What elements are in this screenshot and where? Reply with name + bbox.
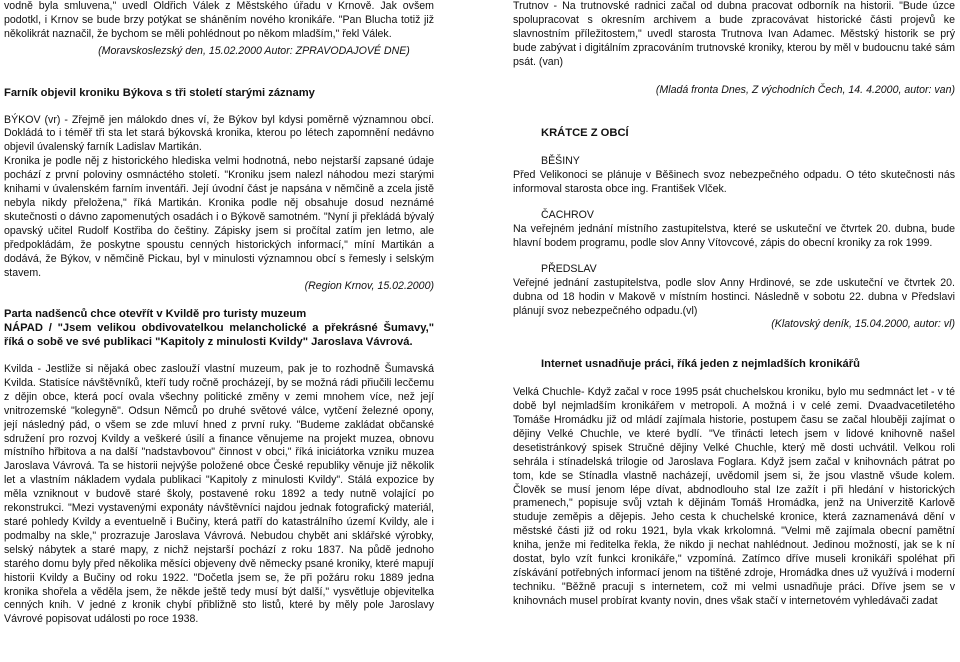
- article-2-lead: NÁPAD / "Jsem velikou obdivovatelkou melancholické a překrásné Šumavy," říká o sobě ve své publikaci "Kapitoly z minulosti Kvildy" Jaroslava Vávrová.: [4, 322, 434, 349]
- article-3-title: Internet usnadňuje práci, říká jeden z nejmladších kronikářů: [541, 358, 860, 371]
- trutnov-source: (Mladá fronta Dnes, Z východních Čech, 14. 4.2000, autor: van): [655, 83, 955, 96]
- intro-source: (Moravskoslezský den, 15.02.2000 Autor: ZPRAVODAJOVÉ DNE): [98, 44, 410, 57]
- article-2-body: Kvilda - Jestliže si nějaká obec zaslouží vlastní muzeum, pak je to rozhodně Šumavská Kvilda. Statisíce návštěvníků, kteří tudy ročně procházejí, by se možná rádi přiučili lecčemu z dějin obce, která pocí ovala všechny politické změny v zemi mnohem více, než její vnitrozemské "kolegyně". Odsun Němců po druhé světové válce, vytčení železné opony, její následný pád, o všem se zde mluví hned z první ruky. "Budeme zakládat občanské sdružení pro rozvoj Kvildy a veškeré úsilí a finance věnujeme na projekt muzea, obnovu místního hřbitova a na další "nadstavbovou" činnost v obci," říká iniciátorka vzniku muzea Jaroslava Vávrová. Ta se historii nejvýše položené obce České republiky věnuje již několik let a vlastním nákladem vydala publikaci "Kapitoly z minulosti Kvildy". Stálá expozice by měla vzniknout v budově staré školy, postavené roku 1892 a tedy nutně volající po rekonstrukci. "Mezi vystavenými exponáty návštěvníci najdou jednak fotografický materiál, staré pohledy Kvildy a eventuelně i Bučiny, která patří do katastrálního území Kvildy, ale i podmalby na skle," prozrazuje Jaroslava Vávrová. Nebudou chybět ani sklářské výrobky, selský nábytek a staré mapy, z nichž nejstarší pochází z roku 1837. Na půdě jednoho starého domu byly před několika měsíci objeveny dvě německy psané kroniky, které mapují historii Kvildy a Bučiny od roku 1922. "Dočetla jsem se, že při požáru roku 1889 jedna kronika shořela a věděla jsem, že někde ještě tedy musí být další," vysvětluje objevitelka cenných knih. V jedné z kronik chybí přibližně sto listů, které by měly pole Jaroslavy Vávrové popisovat události po roce 1938.: [4, 363, 434, 626]
- short-news-heading: KRÁTCE Z OBCÍ: [541, 127, 629, 140]
- short-news-title-cachrov: ČACHROV: [541, 209, 594, 222]
- short-news-body-predslav: Veřejné jednání zastupitelstva, podle slov Anny Hrdinové, se zde uskuteční ve čtvrtek 20. dubna od 18 hodin v Makově v místním hostinci. Následně v sobotu 22. dubna v Předslavi plánují svoz nebezpečného odpadu.(vl): [513, 276, 955, 317]
- article-1-paragraph-2: Kronika je podle něj z historického hlediska velmi hodnotná, nebo nejstarší zapsané údaje pochází z první poloviny osmnáctého století. "Kroniku jsem nalezl náhodou mezi starými knihami v úvalenském farním inventáři. Její úvodní část je napsána v němčině a zcela jistě nebyla nikdy přeložena," říká Martikán. Kronika podle něj obsahuje dosud neznámé skutečnosti o dávno zapomenutých osadách i o Býkově samotném. "Nyní ji překládá bývalý opavský učitel Rudolf Kostřiba do češtiny. Zápisky jsem si pročítal zatím jen letmo, ale předpokládám, že poskytne spoustu cenných historických informací," míní Martikán a dodává, že Býkov, v němčině Pickau, byl v minulosti významnou obcí s řemesly i selským stavem.: [4, 155, 434, 279]
- intro-paragraph: vodně byla smluvena," uvedl Oldřich Válek z Městského úřadu v Krnově. Jak ovšem podotkl, i Krnov se bude brzy potýkat se sháněním nového kronikáře. "Pan Blucha totiž již několikrát naznačil, že bychom se měli pohlédnout po někom mladším," řekl Válek.: [4, 0, 434, 40]
- article-1-paragraph-1: BÝKOV (vr) - Zřejmě jen málokdo dnes ví, že Býkov byl kdysi poměrně významnou obcí. Dokládá to i téměř tři sta let stará býkovská kronika, kterou po létech zapomnění nedávno objevil úvalenský farník Ladislav Martikán.: [4, 113, 434, 154]
- right-column: [513, 0, 955, 609]
- article-3-body: Velká Chuchle- Když začal v roce 1995 psát chuchelskou kroniku, bylo mu sedmnáct let - v té době byl nejmladším kronikářem v metropoli. A možná i v celé zemi. Dvaadvacetiletého Tomáše Hromádku již od mládí zajímala historie, postupem času se začal hlouběji zajímat o dějiny Velké Chuchle, ve které bydlí. "Ve třinácti letech jsem v lidové knihovně našel desetistránkový spisek Stručné dějiny Velké Chuchle, který mě dosti uchvátil. Velkou roli sehrála i stínadelská trilogie od Jaroslava Foglara. Když jsem začal v knihovnách pátrat po tom, kde se Stínadla vlastně nacházejí, uvědomil jsem si, že jsou vlastně všude kolem. Člověk se musí jenom lépe dívat, abdnodlouho stal Ize zažít i při hledání v historických pramenech," popisuje svůj vztah k dějinám Tomáš Hromádka, jenž na Univerzitě Karlově studuje zeměpis a dějepis. Jeho cesta k chuchelské kronice, která zaznamenává dění v městské části již od roku 1921, byla vkak krkolomná. "Velmi mě zajímala obecní pamětní kniha, jenže mi ředitelka řekla, že nikdo ji nechat nahlédnout. Jedinou možností, jak se k ní dostat, bylo vzít funkci kronikáře," vzpomíná. Zatímco dříve museli kronikáři spoléhat při získávání potřebných informací jenom na tištěné zdroje, Hromádka dnes už využívá i moderní techniku. "Běžně pracuji s internetem, což mi velmi usnadňuje práci. Dříve jsem se v knihovnách musel probírat kvanty novin, dnes však stačí v internetovém vyhledávači zadat: [513, 386, 955, 607]
- left-column: [4, 0, 434, 627]
- short-news-title-predslav: PŘEDSLAV: [541, 262, 597, 275]
- article-2-title: Parta nadšenců chce otevřít v Kvildě pro turisty muzeum: [4, 308, 307, 321]
- article-1-source: (Region Krnov, 15.02.2000): [304, 280, 434, 293]
- article-1-title: Farník objevil kroniku Býkova s tři století starými záznamy: [4, 86, 315, 99]
- short-news-body-besiny: Před Velikonoci se plánuje v Běšinech svoz nebezpečného odpadu. O této skutečnosti nás informoval starosta obce ing. František Vlček.: [513, 169, 955, 196]
- short-news-source: (Klatovský deník, 15.04.2000, autor: vl): [771, 318, 955, 331]
- short-news-title-besiny: BĚŠINY: [541, 155, 580, 168]
- short-news-body-cachrov: Na veřejném jednání místního zastupitelstva, které se uskuteční ve čtvrtek 20. dubna, bude hlavní bodem programu, podle slov Anny Vítovcové, zápis do obecní kroniky za rok 1999.: [513, 222, 955, 249]
- trutnov-paragraph: Trutnov - Na trutnovské radnici začal od dubna pracovat odborník na historii. "Bude úzce spolupracovat s okresním archivem a bude zpracovávat historické části projevů ke slavnostním příležitostem," uvedl starosta Trutnova Ivan Adamec. Městský historik se prý bude zabývat i digitálním zpracováním trutnovské kroniky, kterou by měl v budoucnu také sám psát. (van): [513, 0, 955, 68]
